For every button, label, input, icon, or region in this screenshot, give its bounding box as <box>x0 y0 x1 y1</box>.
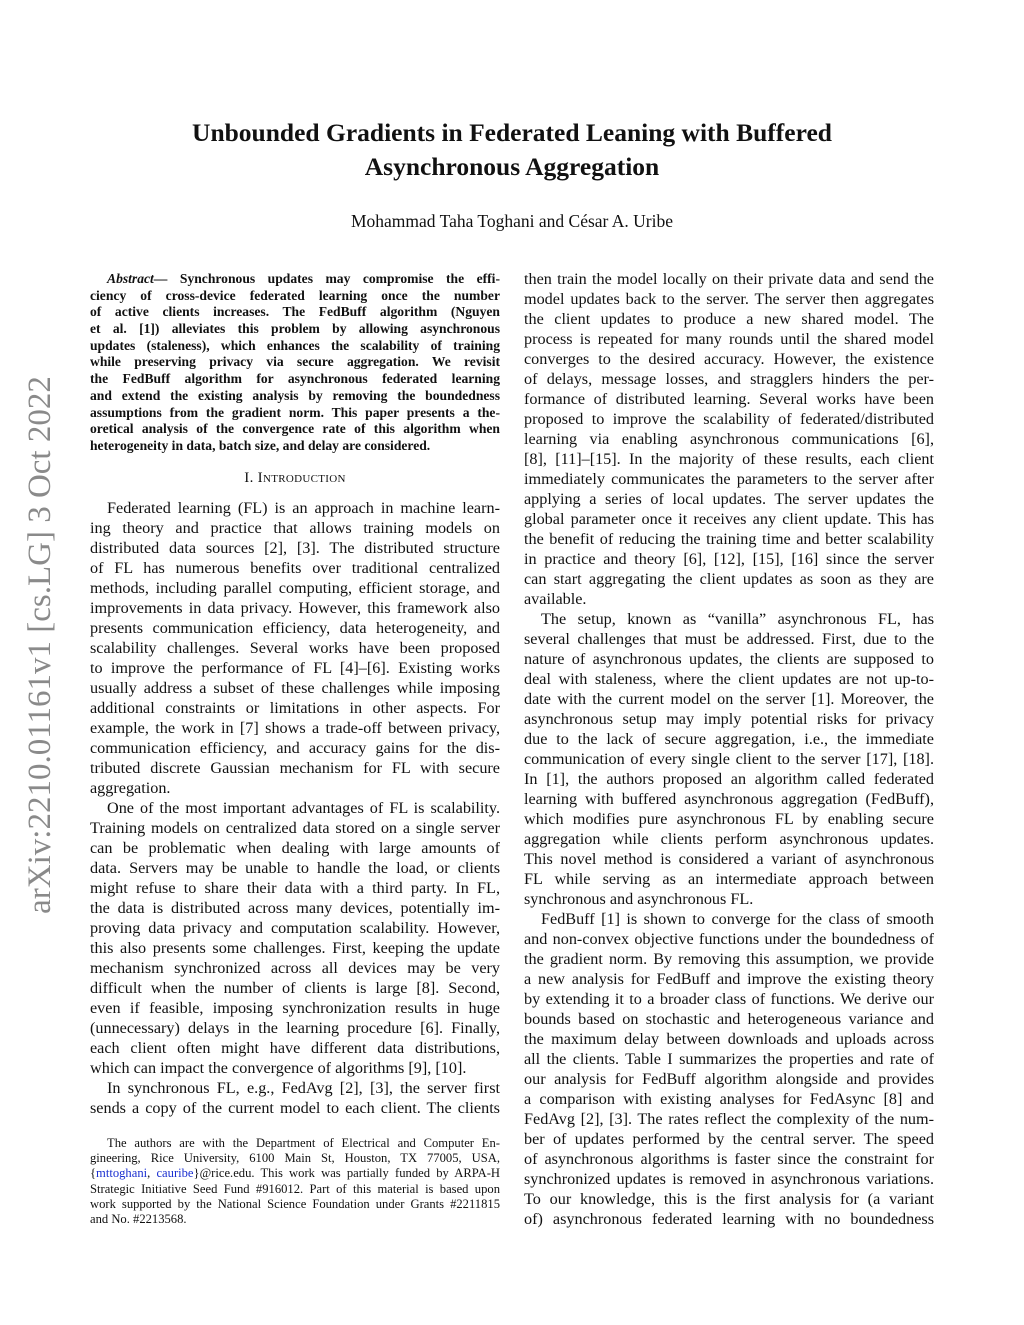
paragraph-line: One of the most important advantages of FL is scalability. <box>107 799 500 817</box>
paragraph-line: Federated learning (FL) is an approach in machine learn- <box>107 499 500 517</box>
paragraph-line: synchronized updates is removed in asynchronous variations. <box>524 1170 934 1188</box>
paragraph-line: learning with buffered asynchronous aggregation (FedBuff), <box>524 790 934 808</box>
paragraph-line: example, the work in [7] shows a trade-off between privacy, <box>90 719 500 737</box>
paragraph-line: synchronous and asynchronous FL. <box>524 890 754 908</box>
paragraph-line: of delays, message losses, and stragglers hinders the per- <box>524 370 934 388</box>
paragraph-line: can be problematic when dealing with large amounts of <box>90 839 500 857</box>
abstract-line: of active clients increases. The FedBuff algorithm (Nguyen <box>90 304 500 320</box>
paragraph-line: due to the lack of secure aggregation, i.e., the immediate <box>524 730 934 748</box>
paragraph-line: which can impact the convergence of algorithms [9], [10]. <box>90 1059 467 1077</box>
paragraph-line: FL while serving as an intermediate approach between <box>524 870 934 888</box>
email-link-cauribe[interactable]: cauribe <box>156 1166 194 1181</box>
paragraph-line: the benefit of reducing the training time and better scalability <box>524 530 934 548</box>
paragraph-line: mechanism synchronized across all devices may be very <box>90 959 500 977</box>
arxiv-identifier-sidebar: arXiv:2210.01161v1 [cs.LG] 3 Oct 2022 <box>22 376 58 914</box>
paragraph-line: proposed to improve the scalability of federated/distributed <box>524 410 934 428</box>
paragraph-line: the gradient norm. By removing this assumption, we provide <box>524 950 934 968</box>
paragraph-line: in practice and theory [6], [12], [15], [16] since the server <box>524 550 934 568</box>
paragraph-line: ing theory and practice that allows training models on <box>90 519 500 537</box>
paragraph-line: which modifies pure asynchronous FL by enabling secure <box>524 810 934 828</box>
paragraph-line: of asynchronous algorithms is faster since the constraint for <box>524 1150 934 1168</box>
paragraph-line: sends a copy of the current model to each client. The clients <box>90 1099 500 1117</box>
abstract-line: ciency of cross-device federated learning once the number <box>90 287 500 303</box>
paragraph-line: asynchronous setup may imply potential risks for privacy <box>524 710 934 728</box>
paragraph-line: date with the current model on the server [1]. Moreover, the <box>524 690 934 708</box>
abstract-line: the FedBuff algorithm for asynchronous federated learning <box>90 371 500 387</box>
brace-open: { <box>90 1166 97 1181</box>
paragraph-line: of FL has numerous benefits over traditional centralized <box>90 559 500 577</box>
section-heading-introduction: I. Introduction <box>244 470 346 486</box>
abstract-line <box>90 271 500 288</box>
paragraph-line: the client updates to produce a new shared model. The <box>524 310 934 328</box>
paragraph-line: to improve the performance of FL [4]–[6]. Existing works <box>90 659 500 677</box>
paragraph-line: Training models on centralized data stored on a single server <box>90 819 500 837</box>
paragraph-line: In [1], the authors proposed an algorithm called federated <box>524 770 934 788</box>
paragraph-line: available. <box>524 590 587 608</box>
paragraph-line: deal with staleness, where the client updates are not up-to- <box>524 670 934 688</box>
paragraph-line: might refuse to share their data with a third party. In FL, <box>90 879 500 897</box>
paragraph-line: and non-convex objective functions under the boundedness of <box>524 930 934 948</box>
paragraph-line: all the clients. Table I summarizes the properties and rate of <box>524 1050 934 1068</box>
paragraph-line: methods, including parallel computing, efficient storage, and <box>90 579 500 597</box>
paragraph-line: converges to the desired accuracy. However, the existence <box>524 350 934 368</box>
paragraph-line: communication of every single client to the server [17], [18]. <box>524 750 934 768</box>
footnote-line: gineering, Rice University, 6100 Main St, Houston, TX 77005, USA, <box>90 1151 500 1166</box>
paragraph-line: a new analysis for FedBuff and improve the existing theory <box>524 970 934 988</box>
paragraph-line: difficult when the number of clients is large [8]. Second, <box>90 979 500 997</box>
paragraph-line: In synchronous FL, e.g., FedAvg [2], [3], the server first <box>107 1079 500 1097</box>
paragraph-line: applying a series of local updates. The server updates the <box>524 490 934 508</box>
footnote-line: work supported by the National Science Foundation under Grants #2211815 <box>90 1196 500 1211</box>
paragraph-line: immediately communicates the parameters to the server after <box>524 470 934 488</box>
paragraph-line: improvements in data privacy. However, this framework also <box>90 599 500 617</box>
paragraph-line: (unnecessary) delays in the learning procedure [6]. Finally, <box>90 1019 500 1037</box>
title-line-2: Asynchronous Aggregation <box>364 152 660 181</box>
paragraph-line: process is repeated for many rounds until the shared model <box>524 330 934 348</box>
paragraph-line: distributed data sources [2], [3]. The distributed structure <box>90 539 500 557</box>
paragraph-line: ber of updates performed by the central server. The speed <box>524 1130 934 1148</box>
email-link-mttoghani[interactable]: mttoghani <box>96 1166 148 1181</box>
paragraph-line: data. Servers may be unable to handle the load, or clients <box>90 859 500 877</box>
right-column-body <box>524 269 934 1229</box>
paragraph-line: bounds based on stochastic and heterogeneous variance and <box>524 1010 934 1028</box>
paragraph-line: aggregation. <box>90 779 171 797</box>
title-line-1: Unbounded Gradients in Federated Leaning with Buffered <box>192 118 832 147</box>
abstract-line: updates (staleness), which enhances the scalability of training <box>90 337 500 353</box>
footnote-line <box>90 1166 500 1181</box>
paragraph-line: scalability challenges. Several works have been proposed <box>90 639 500 657</box>
paragraph-line: the maximum delay between downloads and uploads across <box>524 1030 934 1048</box>
abstract-line: while preserving privacy via secure aggregation. We revisit <box>90 354 500 370</box>
paragraph-line: can start aggregating the client updates as soon as they are <box>524 570 934 588</box>
abstract-text: Synchronous updates may compromise the effi- <box>167 271 500 286</box>
paragraph-line: presents communication efficiency, data heterogeneity, and <box>90 619 500 637</box>
paragraph-line: this also presents some challenges. First, keeping the update <box>90 939 500 957</box>
paragraph-line: This novel method is considered a variant of asynchronous <box>524 850 934 868</box>
footnote-line: Strategic Initiative Seed Fund #916012. Part of this material is based upon <box>90 1181 500 1196</box>
footnote <box>90 1136 500 1227</box>
paragraph-line: of) asynchronous federated learning with no boundedness <box>524 1210 934 1228</box>
paragraph-line: the data is distributed across many devices, potentially im- <box>90 899 500 917</box>
abstract-label: Abstract— <box>107 271 168 286</box>
footnote-line: The authors are with the Department of Electrical and Computer En- <box>107 1136 500 1150</box>
left-column-body <box>90 498 500 1118</box>
abstract-line: and extend the existing analysis by removing the boundedness <box>90 387 500 403</box>
email-separator: , <box>147 1166 157 1181</box>
paragraph-line: a comparison with existing analyses for FedAsync [8] and <box>524 1090 934 1108</box>
authors: Mohammad Taha Toghani and César A. Uribe <box>350 211 674 231</box>
paragraph-line: [8], [11]–[15]. In the majority of these results, each client <box>524 450 934 468</box>
paragraph-line: FedAvg [2], [3]. The rates reflect the complexity of the num- <box>524 1110 934 1128</box>
paragraph-line: The setup, known as “vanilla” asynchronous FL, has <box>541 610 934 628</box>
paragraph-line: aggregation while clients perform asynchronous updates. <box>524 830 934 848</box>
abstract-line: et al. [1]) alleviates this problem by allowing asynchronous <box>90 321 500 337</box>
paragraph-line: To our knowledge, this is the first analysis for (a variant <box>524 1190 934 1208</box>
paragraph-line: nature of asynchronous updates, the clients are supposed to <box>524 650 934 668</box>
paragraph-line: then train the model locally on their private data and send the <box>524 270 934 288</box>
paper-title <box>0 116 1024 184</box>
paragraph-line: additional constraints or limitations in other aspects. For <box>90 699 500 717</box>
paragraph-line: global parameter once it receives any client update. This has <box>524 510 934 528</box>
abstract <box>90 271 500 455</box>
paragraph-line: usually address a subset of these challenges while imposing <box>90 679 500 697</box>
paragraph-line: model updates back to the server. The server then aggregates <box>524 290 934 308</box>
abstract-line: heterogeneity in data, batch size, and delay are considered. <box>90 437 431 453</box>
paragraph-line: tributed discrete Gaussian mechanism for FL with secure <box>90 759 500 777</box>
paragraph-line: our analysis for FedBuff algorithm alongside and provides <box>524 1070 934 1088</box>
paragraph-line: formance of distributed learning. Several works have been <box>524 390 934 408</box>
footnote-line: and No. #2213568. <box>90 1211 187 1226</box>
paragraph-line: each client often might have different data distributions, <box>90 1039 500 1057</box>
paragraph-line: by extending it to a broader class of functions. We derive our <box>524 990 934 1008</box>
paragraph-line: proving data privacy and computation scalability. However, <box>90 919 500 937</box>
abstract-line: oretical analysis of the convergence rate of this algorithm when <box>90 421 500 437</box>
paragraph-line: several challenges that must be addressed. First, due to the <box>524 630 934 648</box>
paragraph-line: communication efficiency, and accuracy gains for the dis- <box>90 739 500 757</box>
paragraph-line: even if feasible, imposing synchronization results in huge <box>90 999 500 1017</box>
paragraph-line: learning via enabling asynchronous communications [6], <box>524 430 934 448</box>
footnote-text: }@rice.edu. This work was partially funded by ARPA-H <box>193 1166 500 1181</box>
abstract-line: assumptions from the gradient norm. This paper presents a the- <box>90 404 500 420</box>
paragraph-line: FedBuff [1] is shown to converge for the class of smooth <box>541 910 934 928</box>
